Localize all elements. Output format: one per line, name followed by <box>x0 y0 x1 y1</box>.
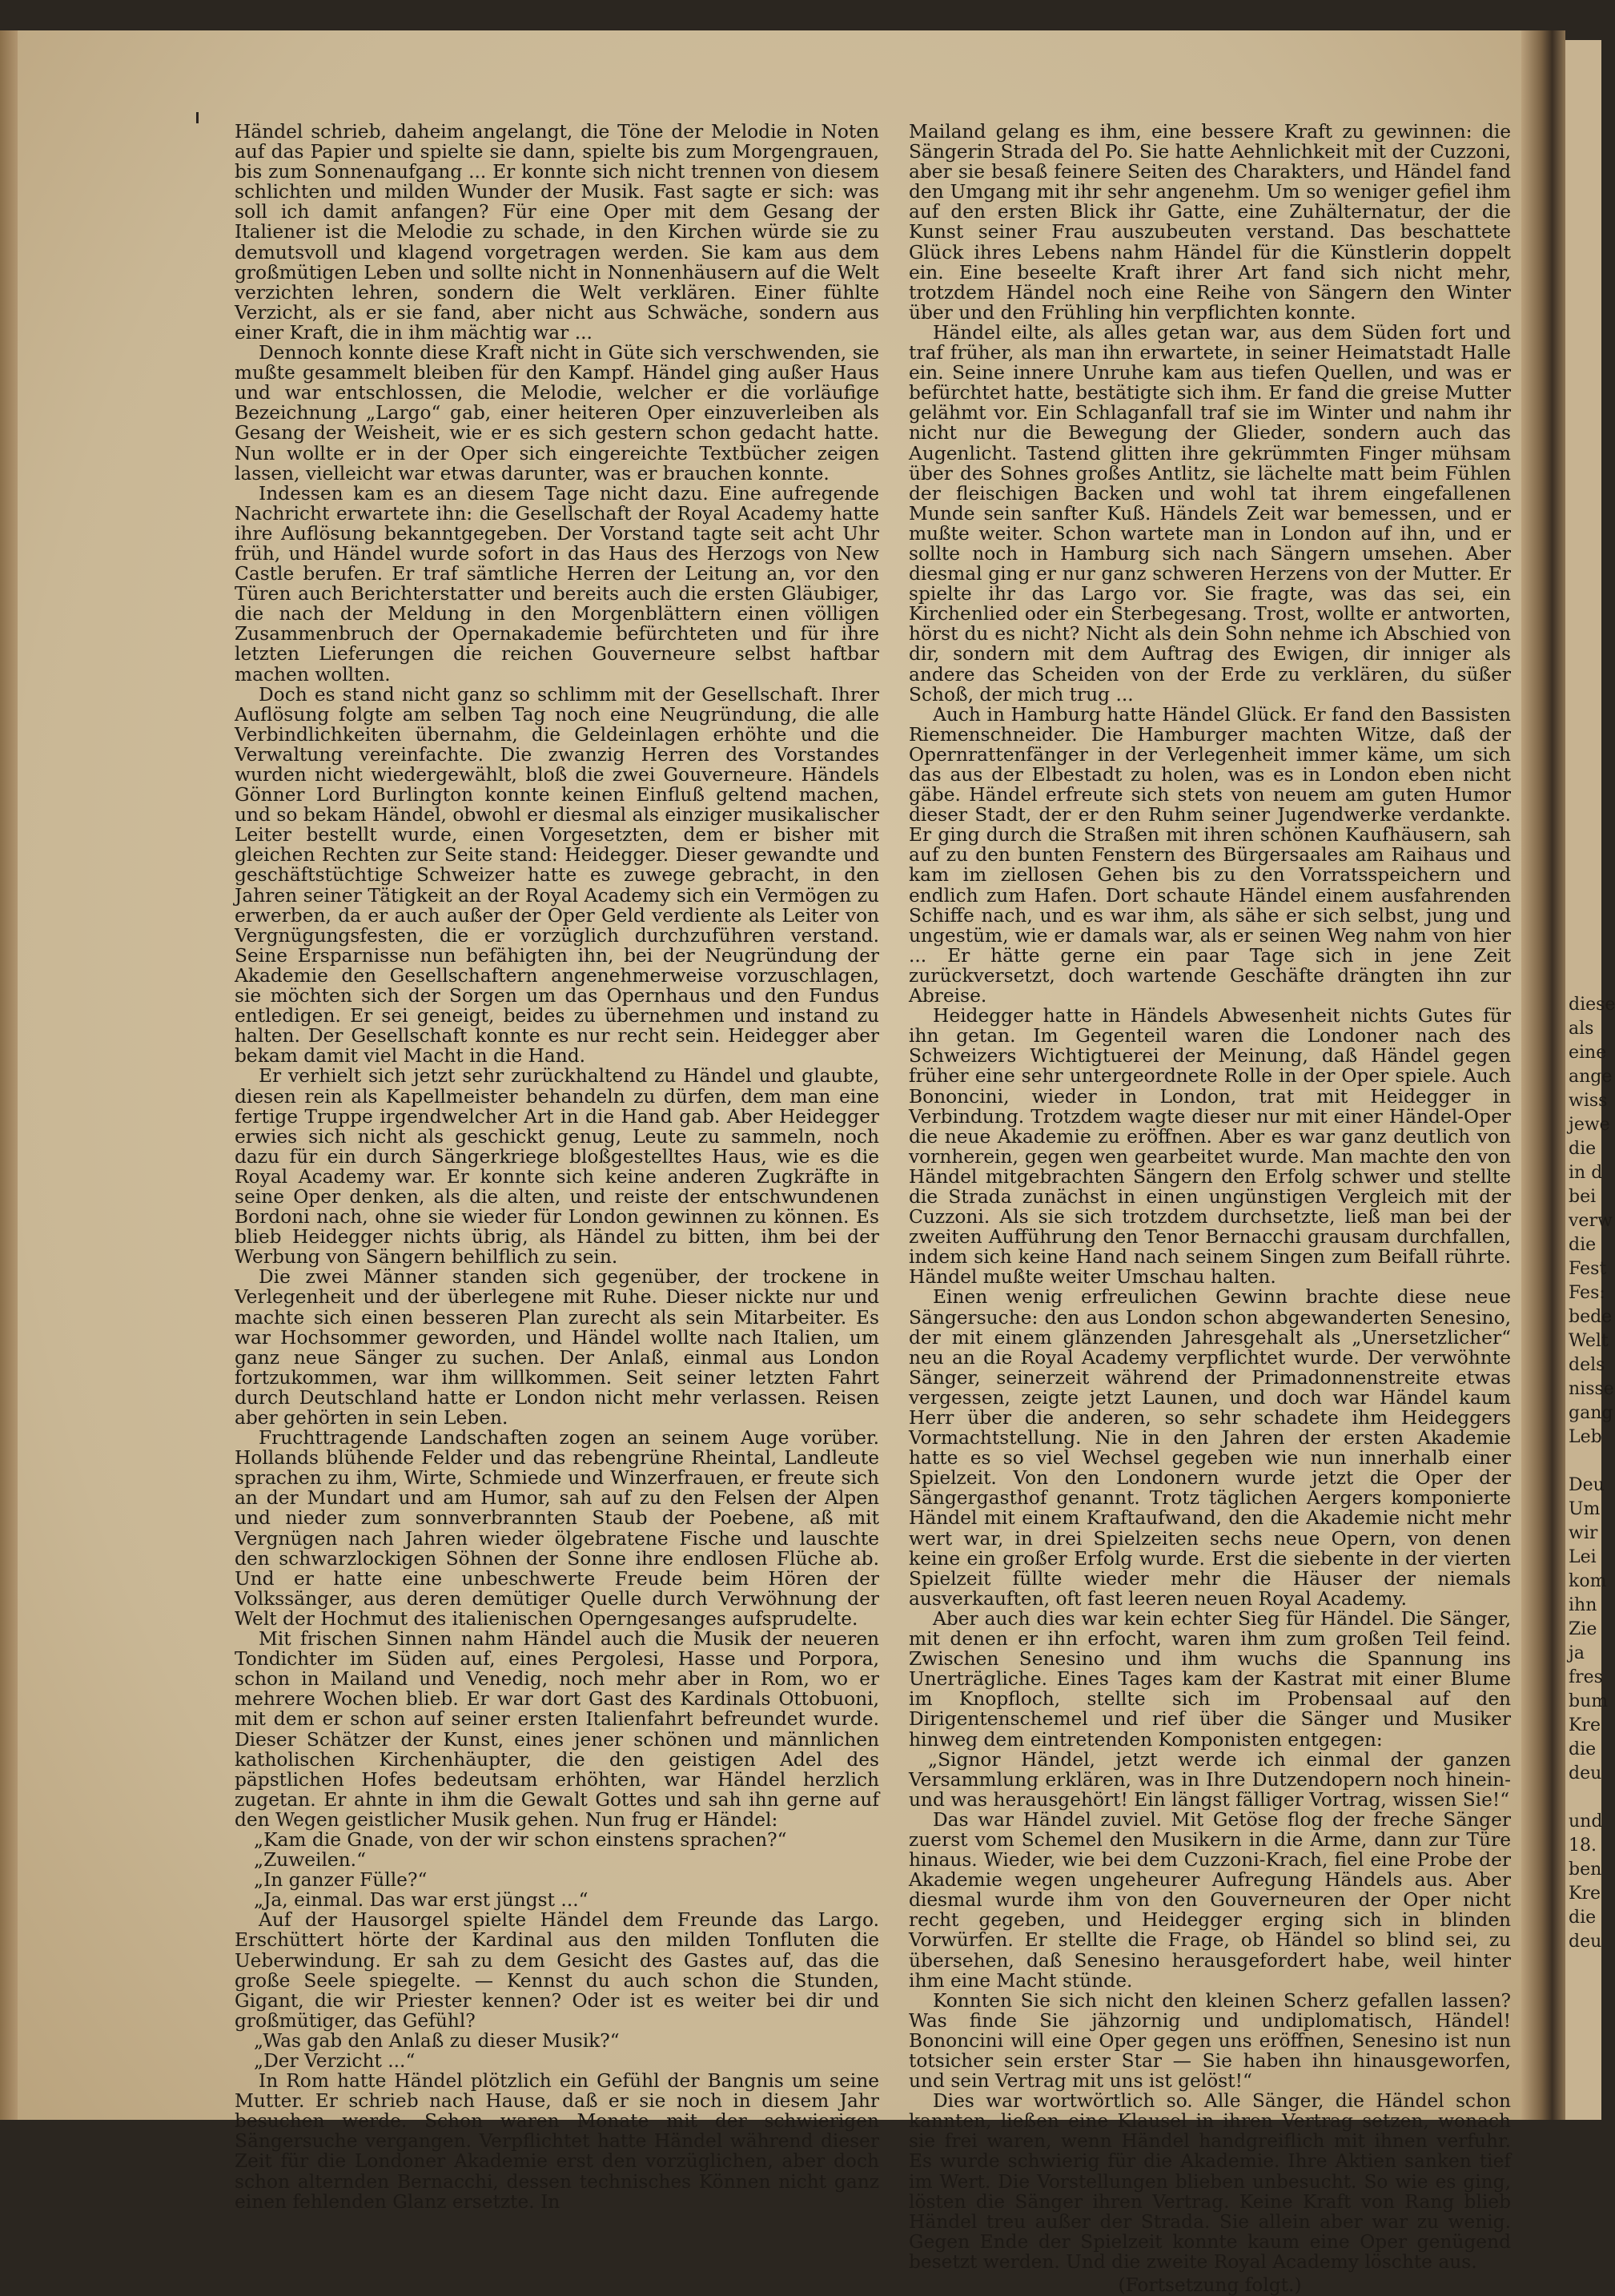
adjacent-page-fragment: dels <box>1569 1355 1605 1375</box>
right-text-column <box>909 122 1511 2295</box>
paragraph: Auch in Hamburg hatte Händel Glück. Er fand den Bassisten Riemenschneider. Die Hamburger machten Witze, daß der Opernrattenfänger in der Verlegenheit immer käme, um sich das aus der Elbestadt zu holen, was es in London eben nicht gäbe. Händel erfreute sich stets von neuem am guten Humor dieser Stadt, der er den Ruhm seiner Jugendwerke verdankte. Er ging durch die Straßen mit ihren schönen Kaufhäusern, sah auf zu den bunten Fenstern des Bürgersaales am Raihaus und kam im ziellosen Gehen bis zu den Vorratsspeichern und endlich zum Hafen. Dort schaute Händel einem ausfahrenden Schiffe nach, und es war ihm, als sähe er sich selbst, jung und ungestüm, wie er damals war, als er seinen Weg nahm von hier ... Er hätte gerne ein paar Tage sich in jene Zeit zurückversetzt, doch wartende Geschäfte drängten ihn zur Abreise. <box>909 703 1511 1007</box>
adjacent-page-fragment: gang <box>1569 1403 1613 1423</box>
paragraph: Fruchttragende Landschaften zogen an seinem Auge vorüber. Hollands blühende Felder und das rebengrüne Rheintal, Landleute sprachen zu ihm, Wirte, Schmiede und Winzerfrauen, er freute sich an der Mundart und am Humor, sah auf zu den Felsen der Alpen und nieder zum sonnverbrannten Staub der Poebene, aß mit Vergnügen nach Jahren wieder ölgebratene Fische und lauschte den schwarzlockigen Söhnen der Sonne ihre endlosen Flüche ab. Und er hatte eine unbeschwerte Freude beim Hören der Volkssänger, aus deren demütiger Quelle durch Verwöhnung der Welt der Hochmut des italienischen Operngesanges aufsprudelte. <box>235 1427 879 1630</box>
paragraph: Indessen kam es an diesem Tage nicht dazu. Eine aufregende Nachricht erwartete ihn: die Gesellschaft der Royal Academy hatte ihre Auflösung bekanntgegeben. Der Vorstand tagte seit acht Uhr früh, und Händel wurde sofort in das Haus des Herzogs von New Castle berufen. Er traf sämtliche Herren der Leitung an, vor den Türen auch Berichterstatter und bereits auch die ersten Gläubiger, die nach der Meldung in den Morgenblättern einen völligen Zusammenbruch der Opernakademie befürchteten und für ihre letzten Lieferungen die reichen Gouverneure selbst haftbar machen wollten. <box>235 482 879 686</box>
paragraph: Mailand gelang es ihm, eine bessere Kraft zu gewinnen: die Sängerin Strada del Po. Sie hatte Aehnlichkeit mit der Cuzzoni, aber sie besaß feinere Seiten des Charakters, und Händel fand den Umgang mit ihr sehr angenehm. Um so weniger gefiel ihm auf den ersten Blick ihr Gatte, eine Zuhälternatur, der die Kunst seiner Frau auszubeuten verstand. Das beschattete Glück ihres Lebens nahm Händel für die Künstlerin doppelt ein. Eine beseelte Kraft ihrer Art fand sich nicht mehr, trotzdem Händel noch eine Reihe von Sängern den Winter über und den Frühling hin verpflichten konnte. <box>909 121 1511 324</box>
adjacent-page-fragment: Zie <box>1569 1619 1597 1639</box>
adjacent-page-fragment: in d <box>1569 1163 1603 1183</box>
adjacent-page-fragment: ja <box>1569 1643 1585 1663</box>
adjacent-page-fragment: wir <box>1569 1523 1598 1543</box>
paragraph: Doch es stand nicht ganz so schlimm mit der Gesellschaft. Ihrer Auflösung folgte am selben Tag noch eine Neugründung, die alle Verbindlichkeiten übernahm, die Geldeinlagen erhöhte und die Verwaltung vereinfachte. Die zwanzig Herren des Vorstandes wurden nicht wiedergewählt, bloß die zwei Gouverneure. Händels Gönner Lord Burlington konnte keinen Einfluß geltend machen, und so bekam Händel, obwohl er diesmal als einziger musikalischer Leiter bestellt wurde, einen Vorgesetzten, dem er bisher mit gleichen Rechten zur Seite stand: Heidegger. Dieser gewandte und geschäftstüchtige Schweizer hatte es zuwege gebracht, in den Jahren seiner Tätigkeit an der Royal Academy sich ein Vermögen zu erwerben, da er auch außer der Oper Geld verdiente als Leiter von Vergnügungsfesten, die er vorzüglich durchzuführen verstand. Seine Ersparnisse nun befähigten ihn, bei der Neugründung der Akademie den Gesellschaftern angenehmerweise vorzuschlagen, sie möchten sich der Sorgen um das Opernhaus und den Fundus entledigen. Er sei geneigt, beides zu übernehmen und instand zu halten. Der Gesellschaft konnte es nur recht sein. Heidegger aber bekam damit viel Macht in die Hand. <box>235 683 879 1068</box>
page-left-edge <box>0 30 18 2120</box>
paragraph: „Signor Händel, jetzt werde ich einmal der ganzen Versammlung erklären, was in Ihre Dutzendopern noch hinein- und was herausgehört! Ein längst fälliger Vortrag, wissen Sie!“ <box>909 1748 1511 1811</box>
adjacent-page-fragment: Fest <box>1569 1259 1607 1279</box>
adjacent-page-fragment: fres <box>1569 1667 1603 1687</box>
adjacent-page-fragment: deu <box>1569 1932 1602 1952</box>
paragraph: „Kam die Gnade, von der wir schon einstens sprachen?“ <box>254 1828 787 1851</box>
adjacent-page-fragment: Fes: <box>1569 1283 1605 1303</box>
paragraph: Dies war wortwörtlich so. Alle Sänger, die Händel schon kannten, ließen eine Klausel in ihren Vertrag setzen, wonach sie frei waren, wenn Händel handgreiflich mit ihnen verfuhr. Es wurde schwierig für die Akademie. Ihre Aktien sanken tief im Wert. Die Vorstellungen blieben unbesucht. So wie es ging, lösten die Sänger ihren Vertrag. Keine Kraft von Rang blieb Händel treu außer der Strada. Sie allein aber war zu wenig. Gegen Ende der Spielzeit konnte kaum eine Oper genügend besetzt werden. Und die zweite Royal Academy löschte aus. <box>909 2090 1511 2273</box>
adjacent-page-fragment: die <box>1569 1908 1597 1928</box>
adjacent-page-fragment: Lei <box>1569 1547 1597 1567</box>
adjacent-page-fragment: nisse <box>1569 1379 1614 1399</box>
paragraph: Heidegger hatte in Händels Abwesenheit nichts Gutes für ihn getan. Im Gegenteil waren die Londoner nach des Schweizers Wichtigtuerei der Meinung, daß Händel gegen früher eine sehr untergeordnete Rolle in der Oper spiele. Auch Bononcini, wieder in London, trat mit Heidegger in Verbindung. Trotzdem wagte dieser nur mit einer Händel-Oper die neue Akademie zu eröffnen. Aber es war ganz deutlich von vornherein, gegen wen gearbeitet wurde. Man machte den von Händel mitgebrachten Sängern den Erfolg schwer und stellte die Strada zunächst in einen ungünstigen Vergleich mit der Cuzzoni. Als sie sich trotzdem durchsetzte, ließ man bei der zweiten Aufführung den Tenor Bernacchi grausam durchfallen, indem sich keine Hand nach seinem Singen zum Beifall rührte. Händel mußte weiter Umschau halten. <box>909 1005 1511 1289</box>
adjacent-page-fragment: Welt <box>1569 1331 1609 1351</box>
adjacent-page-fragment: die <box>1569 1235 1597 1255</box>
paragraph: „Der Verzicht ...“ <box>254 2050 416 2072</box>
adjacent-page-fragment: Deu <box>1569 1475 1605 1495</box>
adjacent-page-fragment: bede <box>1569 1307 1613 1327</box>
left-text-column <box>235 122 879 2212</box>
adjacent-page-fragment: die <box>1569 1739 1597 1759</box>
adjacent-page-fragment: diese <box>1569 995 1615 1015</box>
paragraph: „Zuweilen.“ <box>254 1849 366 1872</box>
adjacent-page-edge <box>1565 40 1615 2120</box>
paragraph: Er verhielt sich jetzt sehr zurückhaltend zu Händel und glaubte, diesen rein als Kapellmeister behandeln zu dürfen, dem man eine fertige Truppe irgendwelcher Art in die Hand gab. Aber Heidegger erwies sich nicht als geschickt genug, Leute zu sammeln, noch dazu für ein durch Sängerkriege bloßgestelltes Haus, wie es die Royal Academy war. Er konnte sich keine anderen Zugkräfte in seine Oper denken, als die alten, und reiste der entschwundenen Bordoni nach, ohne sie wieder für London gewinnen zu können. Es blieb Heidegger nichts übrig, als Händel zu bitten, ihm bei der Werbung von Sängern behilflich zu sein. <box>235 1065 879 1269</box>
paragraph: Auf der Hausorgel spielte Händel dem Freunde das Largo. Erschüttert hörte der Kardinal aus den milden Tonfluten die Ueberwindung. Er sah zu dem Gesicht des Gastes auf, das die große Seele spiegelte. — Kennst du auch schon die Stunden, Gigant, die wir Priester kennen? Oder ist es weiter bei dir und großmütiger, das Gefühl? <box>235 1909 879 2032</box>
adjacent-page-fragment: ihn <box>1569 1595 1597 1615</box>
adjacent-page-fragment: verw <box>1569 1211 1613 1231</box>
adjacent-page-fragment: und <box>1569 1811 1603 1832</box>
paragraph: „In ganzer Fülle?“ <box>254 1869 428 1892</box>
adjacent-page-fragment: Leb <box>1569 1427 1602 1447</box>
paragraph: Händel schrieb, daheim angelangt, die Töne der Melodie in Noten auf das Papier und spielte sie dann, spielte bis zum Morgengrauen, bis zum Sonnenaufgang ... Er konnte sich nicht trennen von diesem schlichten und milden Wunder der Musik. Fast sagte er sich: was soll ich damit anfangen? Für eine Oper mit dem Gesang der Italiener ist die Melodie zu schade, in den Kirchen würde sie zu demutsvoll und klagend vorgetragen werden. Sie kam aus dem großmütigen Leben und sollte nicht in Nonnenhäusern auf die Welt verzichten lehren, sondern die Welt verklären. Einer fühlte Verzicht, als er sie fand, aber nicht aus Schwäche, sondern aus einer Kraft, die in ihm mächtig war ... <box>235 121 879 344</box>
adjacent-page-fragment: wiss <box>1569 1091 1608 1111</box>
adjacent-page-fragment: jewe <box>1569 1115 1610 1135</box>
paragraph: Einen wenig erfreulichen Gewinn brachte diese neue Sängersuche: den aus London schon abgewanderten Senesino, der mit einem glänzenden Jahresgehalt als „Unersetzlicher“ neu an die Royal Academy verpflichtet wurde. Der verwöhnte Sänger, seinerzeit während der Primadonnenstreite etwas vergessen, zeigte jetzt Launen, und doch war Händel kaum Herr über die anderen, so sehr schadete ihm Heideggers Vormachtstellung. Nie in den Jahren der ersten Akademie hatte es so viel Wechsel gegeben wie nun innerhalb einer Spielzeit. Von den Londonern wurde jetzt die Oper der Sängergasthof genannt. Trotz täglichen Aergers komponierte Händel mit einem Kraftaufwand, den die Akademie nicht mehr wert war, in drei Spielzeiten sechs neue Opern, von denen keine ein großer Erfolg wurde. Erst die siebente in der vierten Spielzeit füllte wieder mehr die Häuser der niemals ausverkauften, oft fast leeren neuen Royal Academy. <box>909 1286 1511 1610</box>
margin-mark <box>196 112 199 123</box>
paragraph: Mit frischen Sinnen nahm Händel auch die Musik der neueren Tondichter im Süden auf, eines Pergolesi, Hasse und Porpora, schon in Mailand und Venedig, noch mehr aber in Rom, wo er mehrere Wochen blieb. Er war dort Gast des Kardinals Ottobuoni, mit dem er schon auf seiner ersten Italienfahrt befreundet wurde. Dieser Schätzer der Kunst, eines jener schönen und männlichen katholischen Kirchenhäupter, die den geistigen Adel des päpstlichen Hofes bedeutsam erhöhten, war Händel herzlich zugetan. Er ahnte in ihm die Gewalt Gottes und sah ihn gerne auf den Wegen geistlicher Musik gehen. Nun frug er Händel: <box>235 1628 879 1831</box>
paragraph: In Rom hatte Händel plötzlich ein Gefühl der Bangnis um seine Mutter. Er schrieb nach Hause, daß er sie noch in diesem Jahr besuchen werde. Schon waren Monate mit der schwierigen Sängersuche vergangen. Verpflichtet hatte Händel während dieser Zeit für die Londoner Akademie erst den vorzüglichen, aber doch schon alternden Bernacchi, dessen technisches Können nicht ganz einen fehlenden Glanz ersetzte. In <box>235 2070 879 2213</box>
paragraph: Dennoch konnte diese Kraft nicht in Güte sich verschwenden, sie mußte gesammelt bleiben für den Kampf. Händel ging außer Haus und war entschlossen, die Melodie, welcher er die vorläufige Bezeichnung „Largo“ gab, einer heiteren Oper einzuverleiben als Gesang der Weisheit, wie er es sich gestern schon gedacht hatte. Nun wollte er in der Oper sich eingereichte Textbücher zeigen lassen, vielleicht war etwas darunter, was er brauchen konnte. <box>235 342 879 485</box>
adjacent-page-fragment: Kre <box>1569 1715 1601 1735</box>
adjacent-page-fragment: 18. <box>1569 1836 1597 1856</box>
paragraph: Händel eilte, als alles getan war, aus dem Süden fort und traf früher, als man ihn erwartete, in seiner Heimatstadt Halle ein. Seine innere Unruhe kam aus tiefen Quellen, und was er befürchtet hatte, bestätigte sich ihm. Er fand die greise Mutter gelähmt vor. Ein Schlaganfall traf sie im Winter und nahm ihr nicht nur die Bewegung der Glieder, sondern auch das Augenlicht. Tastend glitten ihre gekrümmten Finger mühsam über des Sohnes großes Antlitz, sie lächelte matt beim Fühlen der fleischigen Backen und wohl tat ihrem eingefallenen Munde sein sanfter Kuß. Händels Zeit war bemessen, und er mußte weiter. Schon wartete man in London auf ihn, und er sollte noch in Hamburg sich nach Sängern umsehen. Aber diesmal ging er nur ganz schweren Herzens von der Mutter. Er spielte ihr das Largo vor. Sie fragte, was das sei, ein Kirchenlied oder ein Sterbegesang. Trost, wollte er antworten, hörst du es nicht? Nicht als dein Sohn nehme ich Abschied von dir, sondern mit dem Auftrag des Ewigen, dir inniger als andere das Scheiden von der Erde zu verklären, du süßer Schoß, der mich trug ... <box>909 321 1511 706</box>
paragraph: „Ja, einmal. Das war erst jüngst ...“ <box>254 1889 589 1912</box>
paragraph: „Was gab den Anlaß zu dieser Musik?“ <box>254 2029 620 2052</box>
adjacent-page-fragment: bum <box>1569 1691 1609 1711</box>
paragraph: Die zwei Männer standen sich gegenüber, der trockene in Verlegenheit und der überlegene mit Ruhe. Dieser nickte nur und machte sich einen besseren Plan zurecht als sein Mitarbeiter. Es war Hochsommer geworden, und Händel wollte nach Italien, um ganz neue Sänger zu suchen. Der Anlaß, einmal aus London fortzukommen, war ihm willkommen. Seit seiner letzten Fahrt durch Deutschland hatte er London nicht mehr verlassen. Reisen aber gehörten in sein Leben. <box>235 1266 879 1429</box>
adjacent-page-fragment: eine <box>1569 1043 1607 1063</box>
adjacent-page-fragment: die <box>1569 1139 1597 1159</box>
paragraph: Aber auch dies war kein echter Sieg für Händel. Die Sänger, mit denen er ihn erfocht, waren ihm zum großen Teil feind. Zwischen Senesino und ihm wuchs die Spannung ins Unerträgliche. Eines Tages kam der Kastrat mit einer Blume im Knopfloch, stellte sich im Probensaal auf den Dirigentenschemel und rief über die Sänger und Musiker hinweg dem eintretenden Komponisten entgegen: <box>909 1607 1511 1751</box>
adjacent-page-fragment: Um <box>1569 1499 1601 1519</box>
page-gutter-fold <box>1521 30 1565 2120</box>
continuation-note: (Fortsetzung folgt.) <box>1118 2274 1302 2296</box>
paragraph: Das war Händel zuviel. Mit Getöse flog der freche Sänger zuerst vom Schemel den Musikern in die Arme, dann zur Türe hinaus. Wieder, wie bei dem Cuzzoni-Krach, fiel eine Probe der Akademie wegen ungeheurer Aufregung Händels aus. Aber diesmal wurde ihm von den Gouverneuren der Oper nicht recht gegeben, und Heidegger erging sich in blinden Vorwürfen. Er stellte die Frage, ob Händel so blind sei, zu übersehen, daß Senesino herausgefordert habe, weil hinter ihm eine Macht stünde. <box>909 1808 1511 1992</box>
adjacent-page-fragment: als <box>1569 1019 1594 1039</box>
adjacent-page-fragment: Kre <box>1569 1884 1601 1904</box>
paragraph: Konnten Sie sich nicht den kleinen Scherz gefallen lassen? Was finde Sie jähzornig und undiplomatisch, Händel! Bononcini will eine Oper gegen uns eröffnen, Senesino ist nun totsicher sein erster Star — Sie haben ihn hinausgeworfen, und sein Vertrag mit uns ist gelöst!“ <box>909 1989 1511 2093</box>
adjacent-page-fragment: kom <box>1569 1571 1607 1591</box>
adjacent-page-fragment: bei <box>1569 1187 1597 1207</box>
adjacent-page-fragment: ben <box>1569 1860 1602 1880</box>
adjacent-page-fragment: ange <box>1569 1067 1613 1087</box>
adjacent-page-fragment: deu <box>1569 1763 1602 1783</box>
